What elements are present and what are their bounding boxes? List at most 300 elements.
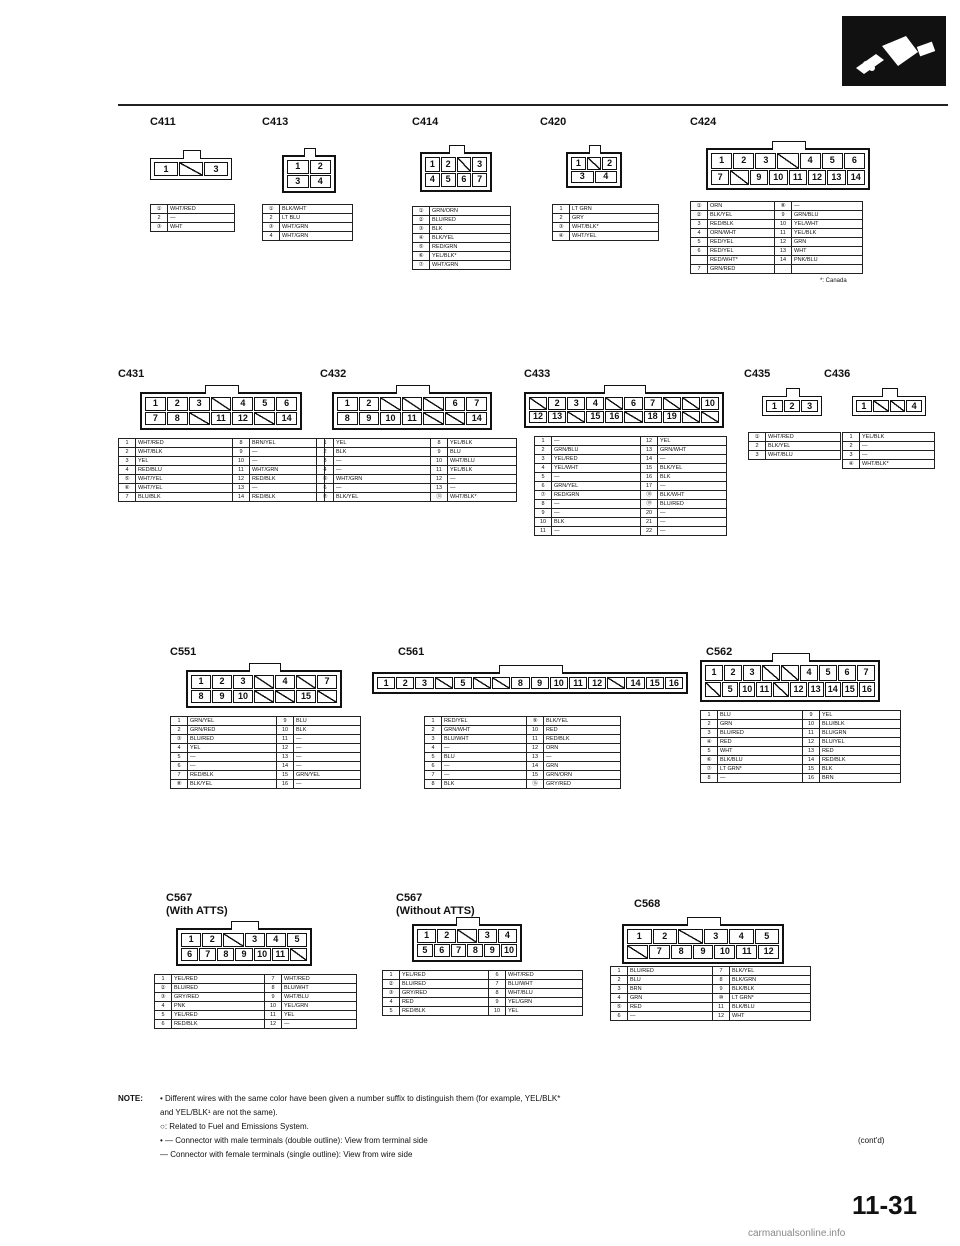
pin-row — [711, 153, 865, 169]
pin-row — [191, 675, 337, 689]
pin-cavity-empty — [890, 400, 906, 412]
terminal-number: 6 — [171, 762, 188, 771]
pin-cavity-empty — [380, 397, 401, 411]
wire-color: BLU/RED — [430, 216, 511, 225]
wire-color: — — [658, 509, 727, 518]
terminal-number: 5 — [425, 753, 442, 762]
wire-color: WHT/RED — [766, 433, 841, 442]
terminal-number: 10 — [265, 1002, 282, 1011]
terminal-number: 8 — [701, 774, 718, 783]
terminal-number: 3 — [535, 455, 552, 464]
header-rule — [118, 104, 948, 106]
pin-cavity: 4 — [275, 675, 295, 689]
wire-color: GRN — [718, 720, 803, 729]
wire-color: WHT/BLU — [282, 993, 357, 1002]
wire-color: BLK/GRN — [730, 976, 811, 985]
terminal-number: 15 — [277, 771, 294, 780]
wire-color: — — [334, 484, 431, 493]
wire-color: — — [552, 509, 641, 518]
table-row — [691, 229, 863, 238]
table-row — [691, 220, 863, 229]
pin-cavity-empty — [423, 412, 444, 426]
connector-name-c561 — [398, 646, 424, 659]
table-row — [535, 473, 727, 482]
connector-latch — [449, 145, 465, 154]
pin-row — [417, 944, 517, 958]
connector-latch — [604, 385, 645, 394]
wire-color: RED/YEL — [708, 247, 775, 256]
note-line: ○: Related to Fuel and Emissions System. — [160, 1122, 309, 1131]
pin-cavity: 11 — [736, 945, 757, 960]
connector-face-c568 — [622, 924, 784, 964]
wire-color: RED — [544, 726, 621, 735]
wire-color: BLU/RED — [172, 984, 265, 993]
terminal-number: 3 — [317, 457, 334, 466]
connector-latch — [786, 388, 800, 397]
terminal-number: 11 — [535, 527, 552, 536]
connector-face-c436 — [852, 396, 926, 416]
connector-face-c567b — [412, 924, 522, 962]
wire-color: BLU — [442, 753, 527, 762]
pin-cavity: 6 — [457, 173, 472, 188]
table-row — [425, 726, 621, 735]
pin-cavity-empty — [678, 929, 703, 944]
table-row — [119, 457, 325, 466]
wire-color: — — [442, 762, 527, 771]
terminal-number: 8 — [535, 500, 552, 509]
pin-row — [417, 929, 517, 943]
pin-cavity: 3 — [567, 397, 585, 410]
connector-face-c432 — [332, 392, 492, 430]
terminal-number: ⑱ — [641, 491, 658, 500]
wire-color: GRY/RED — [544, 780, 621, 789]
terminal-number: ⑧ — [171, 780, 188, 789]
wire-color: — — [552, 527, 641, 536]
wire-table-c432 — [316, 438, 517, 502]
connector-latch — [231, 921, 259, 930]
table-row — [155, 1002, 357, 1011]
wire-color: — — [282, 1020, 357, 1029]
table-row — [535, 500, 727, 509]
pin-cavity-empty — [473, 677, 491, 689]
terminal-number: 9 — [489, 998, 506, 1007]
table-row — [155, 1020, 357, 1029]
wire-color: BLU/WHT — [442, 735, 527, 744]
table-row — [119, 484, 325, 493]
terminal-number: 1 — [155, 975, 172, 984]
terminal-number: ⑦ — [701, 765, 718, 774]
table-row — [843, 451, 935, 460]
pin-cavity: 12 — [588, 677, 606, 689]
terminal-number: 2 — [151, 214, 168, 223]
connector-latch — [304, 148, 316, 157]
table-row — [317, 448, 517, 457]
pin-cavity: 3 — [189, 397, 210, 411]
wire-color: YEL/RED — [172, 1011, 265, 1020]
terminal-number: 7 — [713, 967, 730, 976]
terminal-number: 10 — [431, 457, 448, 466]
wire-color: BLU — [448, 448, 517, 457]
connector-name-c436 — [824, 368, 850, 381]
terminal-number: ③ — [383, 989, 400, 998]
wire-color: — — [168, 214, 235, 223]
pin-cavity-empty — [296, 675, 316, 689]
connector-title: C551 — [170, 646, 197, 658]
table-row — [317, 439, 517, 448]
wire-color: — — [294, 735, 361, 744]
table-row — [119, 448, 325, 457]
terminal-number: 11 — [265, 1011, 282, 1020]
pin-cavity: 3 — [743, 665, 761, 681]
pin-cavity: 14 — [276, 412, 297, 426]
pin-cavity-empty — [275, 690, 295, 704]
notes-block — [118, 1093, 149, 1105]
wire-color: YEL/BLK — [792, 229, 863, 238]
wire-color: — — [448, 484, 517, 493]
pin-cavity: 7 — [711, 170, 729, 186]
pin-cavity: 14 — [825, 682, 841, 698]
wire-color: ORN — [708, 202, 775, 211]
pin-cavity-empty — [179, 162, 203, 176]
terminal-number: 2 — [843, 442, 860, 451]
pin-cavity: 2 — [396, 677, 414, 689]
pin-cavity: 9 — [484, 944, 500, 958]
pin-cavity: 2 — [653, 929, 678, 944]
terminal-number: 6 — [611, 1012, 628, 1021]
terminal-number: ③ — [155, 993, 172, 1002]
wire-color: YEL/WHT — [552, 464, 641, 473]
terminal-number: 8 — [265, 984, 282, 993]
wire-color: RED/BLK — [544, 735, 621, 744]
terminal-number: 12 — [233, 475, 250, 484]
wire-color: — — [294, 780, 361, 789]
terminal-number: 9 — [265, 993, 282, 1002]
pin-row — [145, 397, 297, 411]
pin-cavity: 2 — [359, 397, 380, 411]
wire-color: YEL/GRN — [282, 1002, 357, 1011]
wire-color: WHT — [168, 223, 235, 232]
table-row — [413, 252, 511, 261]
connector-latch — [396, 385, 429, 394]
wire-color: — — [250, 484, 325, 493]
terminal-number: 15 — [803, 765, 820, 774]
wire-color: — — [334, 466, 431, 475]
pin-cavity: 4 — [586, 397, 604, 410]
terminal-number: ① — [263, 205, 280, 214]
table-row — [263, 205, 353, 214]
terminal-number: 5 — [155, 1011, 172, 1020]
terminal-number: ② — [155, 984, 172, 993]
wire-color: BLK — [658, 473, 727, 482]
table-row — [425, 735, 621, 744]
terminal-number: ③ — [413, 225, 430, 234]
connector-name-c567b — [396, 892, 475, 918]
terminal-number: 2 — [119, 448, 136, 457]
note-line: and YEL/BLK¹ are not the same). — [160, 1108, 278, 1117]
wire-color: WHT/YEL — [136, 475, 233, 484]
pin-cavity: 1 — [377, 677, 395, 689]
wire-color: YEL — [282, 1011, 357, 1020]
pin-cavity-empty — [254, 675, 274, 689]
wire-table-c567b — [382, 970, 583, 1016]
terminal-number: 9 — [277, 717, 294, 726]
pin-cavity: 5 — [722, 682, 738, 698]
wire-color: BLK — [820, 765, 901, 774]
wire-color: PNK/BLU — [792, 256, 863, 265]
wire-color: BRN/YEL — [250, 439, 325, 448]
wire-color: BLK — [442, 780, 527, 789]
pin-row — [337, 412, 487, 426]
connector-name-c567a — [166, 892, 228, 918]
pin-cavity: 5 — [454, 677, 472, 689]
terminal-number: 2 — [425, 726, 442, 735]
pin-cavity: 4 — [498, 929, 517, 943]
pin-grid — [766, 400, 818, 412]
wire-color: YEL/BLK — [448, 439, 517, 448]
terminal-number: ⑦ — [317, 493, 334, 502]
table-row — [691, 202, 863, 211]
terminal-number: ⑤ — [119, 475, 136, 484]
pin-row — [181, 933, 307, 947]
wire-color: RED/YEL — [442, 717, 527, 726]
terminal-number: 21 — [641, 518, 658, 527]
terminal-number: 7 — [489, 980, 506, 989]
pin-cavity: 7 — [199, 948, 216, 962]
wire-color: RED/BLK — [400, 1007, 489, 1016]
wire-color: BLU/RED — [658, 500, 727, 509]
wire-color: RED/BLK — [188, 771, 277, 780]
terminal-number: 4 — [263, 232, 280, 241]
pin-cavity: 7 — [451, 944, 467, 958]
wire-color: RED/BLK — [708, 220, 775, 229]
wire-color: BLK/YEL — [430, 234, 511, 243]
pin-cavity: 7 — [472, 173, 487, 188]
wire-color: RED/BLK — [250, 493, 325, 502]
wire-color: WHT/RED — [168, 205, 235, 214]
connector-title: C413 — [262, 116, 289, 128]
terminal-number: 10 — [535, 518, 552, 527]
terminal-number: ④ — [413, 234, 430, 243]
terminal-number: ④ — [701, 738, 718, 747]
terminal-number: 13 — [775, 247, 792, 256]
pin-cavity-empty — [189, 412, 210, 426]
terminal-number: 5 — [535, 473, 552, 482]
table-row — [383, 998, 583, 1007]
pin-cavity: 3 — [472, 157, 487, 172]
table-row — [317, 457, 517, 466]
table-row — [413, 261, 511, 270]
wire-table-c414 — [412, 206, 511, 270]
pin-cavity-empty — [624, 411, 642, 424]
wire-color: — — [250, 448, 325, 457]
terminal-number: 4 — [611, 994, 628, 1003]
terminal-number: 2 — [535, 446, 552, 455]
pin-grid — [856, 400, 922, 412]
terminal-number: 14 — [233, 493, 250, 502]
terminal-number: 11 — [233, 466, 250, 475]
wire-color: YEL/RED — [552, 455, 641, 464]
wire-color: PNK — [172, 1002, 265, 1011]
table-row — [701, 729, 901, 738]
terminal-number: 13 — [431, 484, 448, 493]
wire-color: YEL/RED — [172, 975, 265, 984]
terminal-number: 6 — [691, 247, 708, 256]
table-row — [263, 223, 353, 232]
terminal-number: 6 — [317, 484, 334, 493]
pin-cavity: 8 — [191, 690, 211, 704]
connector-name-c568 — [634, 898, 660, 911]
terminal-number: 16 — [277, 780, 294, 789]
terminal-number: 4 — [155, 1002, 172, 1011]
terminal-number: ② — [413, 216, 430, 225]
pin-cavity: 8 — [671, 945, 692, 960]
pin-cavity: 9 — [235, 948, 252, 962]
wire-color: GRN/BLU — [552, 446, 641, 455]
terminal-number: 13 — [641, 446, 658, 455]
pin-grid — [154, 162, 228, 176]
connector-name-c435 — [744, 368, 770, 381]
connector-latch — [687, 917, 721, 926]
pin-cavity: 9 — [212, 690, 232, 704]
pin-cavity: 11 — [402, 412, 423, 426]
wire-color: GRN/WHT — [658, 446, 727, 455]
wire-color: WHT/BLU — [448, 457, 517, 466]
terminal-number: ⑦ — [413, 261, 430, 270]
table-row — [691, 256, 863, 265]
pin-cavity: 3 — [204, 162, 228, 176]
table-row — [535, 464, 727, 473]
table-row — [691, 238, 863, 247]
table-row — [425, 762, 621, 771]
connector-face-c562 — [700, 660, 880, 702]
terminal-number: 1 — [317, 439, 334, 448]
pin-cavity: 1 — [287, 160, 309, 174]
connector-title: C433 — [524, 368, 551, 380]
wire-color: BLK/BLK — [730, 985, 811, 994]
pin-cavity: 15 — [296, 690, 316, 704]
pin-cavity-empty — [435, 677, 453, 689]
pin-cavity-empty — [781, 665, 799, 681]
terminal-number: ⑥ — [701, 756, 718, 765]
terminal-number: 2 — [317, 448, 334, 457]
wire-color — [792, 265, 863, 274]
terminal-number: 1 — [553, 205, 570, 214]
wire-table-c433 — [534, 436, 727, 536]
wire-color: BLK/BLU — [730, 1003, 811, 1012]
wire-color: — — [552, 500, 641, 509]
pin-cavity-empty — [254, 412, 275, 426]
terminal-number — [775, 265, 792, 274]
wire-color: YEL — [188, 744, 277, 753]
wire-color: RED/GRN — [552, 491, 641, 500]
wire-color: WHT/BLK — [136, 448, 233, 457]
note-label: NOTE: — [118, 1094, 143, 1103]
pin-row — [529, 411, 719, 424]
pin-row — [425, 173, 487, 188]
terminal-number: 13 — [527, 753, 544, 762]
wire-color: — — [552, 437, 641, 446]
connector-latch — [589, 145, 601, 154]
pin-cavity: 1 — [705, 665, 723, 681]
pin-row — [287, 160, 331, 174]
connector-subtitle: (Without ATTS) — [396, 905, 475, 917]
pin-cavity: 4 — [800, 665, 818, 681]
pin-cavity: 1 — [856, 400, 872, 412]
table-row — [155, 984, 357, 993]
terminal-number: 15 — [641, 464, 658, 473]
terminal-number: 1 — [611, 967, 628, 976]
wire-color: — — [658, 455, 727, 464]
pin-cavity: 18 — [644, 411, 662, 424]
wire-color: RED/BLU — [136, 466, 233, 475]
wire-color: BLK/YEL — [544, 717, 621, 726]
wire-color: BLK/YEL — [708, 211, 775, 220]
terminal-number: 4 — [691, 229, 708, 238]
pin-cavity: 13 — [808, 682, 824, 698]
wire-color: GRN/YEL — [188, 717, 277, 726]
wire-color: BLK/YEL — [334, 493, 431, 502]
terminal-number: 11 — [803, 729, 820, 738]
pin-cavity: 19 — [663, 411, 681, 424]
wire-color: — — [294, 744, 361, 753]
pin-cavity: 15 — [586, 411, 604, 424]
pin-cavity-empty — [492, 677, 510, 689]
wire-color: WHT — [792, 247, 863, 256]
wire-color: BLU — [628, 976, 713, 985]
wire-color: RED/BLK — [250, 475, 325, 484]
table-row — [383, 980, 583, 989]
table-row — [413, 225, 511, 234]
wire-color: — — [718, 774, 803, 783]
connector-face-c551 — [186, 670, 342, 708]
wire-color: YEL/RED — [400, 971, 489, 980]
table-row — [611, 985, 811, 994]
table-row — [383, 989, 583, 998]
wire-color: WHT/RED — [506, 971, 583, 980]
pin-cavity: 10 — [233, 690, 253, 704]
wire-color: YEL/WHT — [792, 220, 863, 229]
wire-color: WHT/GRN — [280, 232, 353, 241]
terminal-number: 8 — [713, 976, 730, 985]
wire-table-c413 — [262, 204, 353, 241]
wire-color: BLK — [334, 448, 431, 457]
table-row — [611, 967, 811, 976]
table-row — [425, 744, 621, 753]
wire-table-c435 — [748, 432, 841, 460]
pin-cavity: 3 — [801, 400, 818, 412]
table-row — [317, 493, 517, 502]
connector-title: C561 — [398, 646, 425, 658]
wire-color: BLU/GRN — [820, 729, 901, 738]
pin-row — [425, 157, 487, 172]
wire-color: GRN/YEL — [294, 771, 361, 780]
terminal-number: 12 — [431, 475, 448, 484]
wire-color: RED — [820, 747, 901, 756]
pin-cavity: 3 — [478, 929, 497, 943]
wire-color: WHT/GRN — [334, 475, 431, 484]
pin-cavity-empty — [607, 677, 625, 689]
table-row — [263, 232, 353, 241]
terminal-number: ⑭ — [431, 493, 448, 502]
connector-face-c413 — [282, 155, 336, 193]
connector-latch — [882, 388, 898, 397]
wire-color: BRN — [628, 985, 713, 994]
terminal-number: 8 — [425, 780, 442, 789]
table-row — [171, 753, 361, 762]
pin-cavity-empty — [529, 397, 547, 410]
terminal-number: 13 — [277, 753, 294, 762]
wire-color: WHT/GRN — [430, 261, 511, 270]
